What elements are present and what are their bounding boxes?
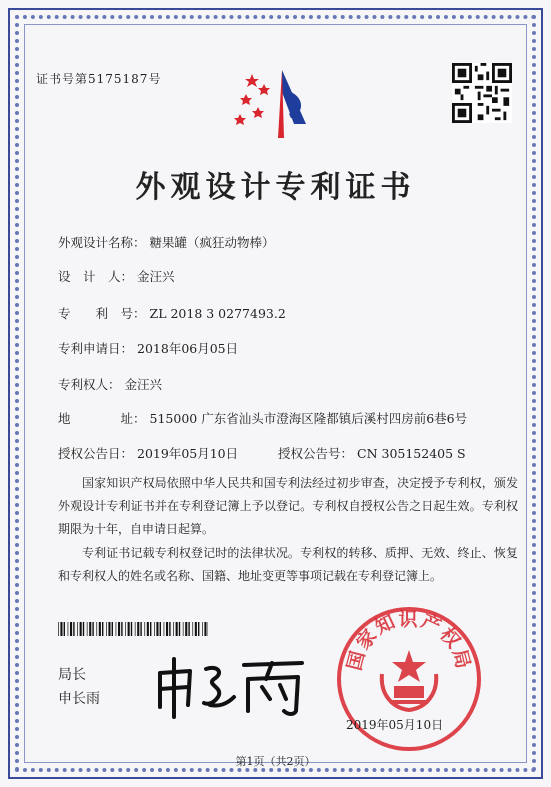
field-value: 金汪兴 <box>137 269 175 284</box>
field-label: 外观设计名称： <box>58 235 146 250</box>
field-value: 2018年06月05日 <box>137 341 239 356</box>
field-label: 专利申请日： <box>58 341 134 356</box>
field-label: 地 址： <box>58 411 146 426</box>
field-value: 糖果罐（疯狂动物棒） <box>149 235 275 250</box>
page-footer: 第1页（共2页） <box>235 755 316 768</box>
field-label: 专利权人： <box>58 377 121 392</box>
field-label: 授权公告号： <box>278 446 354 461</box>
field-design-name <box>58 233 275 251</box>
field-patent-number <box>58 304 286 322</box>
signatory-title: 局长 <box>58 667 86 683</box>
seal-date: 2019年05月10日 <box>346 718 444 732</box>
seal-text: 国家知识产权局 <box>343 608 475 673</box>
field-value: CN 305152405 S <box>357 446 466 461</box>
handwritten-signature <box>148 645 318 720</box>
field-announce-number <box>278 444 466 462</box>
certificate-number: 证书号第5175187号 <box>36 72 162 86</box>
field-application-date <box>58 339 238 357</box>
legal-status-paragraph: 专利证书记载专利权登记时的法律状况。专利权的转移、质押、无效、终止、恢复和专利权人的姓名或名称、国籍、地址变更等事项记载在专利登记簿上。 <box>58 546 518 583</box>
certificate-title: 外观设计专利证书 <box>135 170 416 205</box>
field-value: 2019年05月10日 <box>137 446 239 461</box>
cnipa-logo-icon <box>232 62 322 142</box>
field-announce-date <box>58 444 238 462</box>
field-label: 授权公告日： <box>58 446 134 461</box>
field-value: 金汪兴 <box>124 377 163 392</box>
field-value: ZL 2018 3 0277493.2 <box>149 306 286 321</box>
signatory-name: 申长雨 <box>58 691 100 707</box>
field-address <box>58 409 467 427</box>
field-label: 设 计 人： <box>58 269 134 284</box>
field-patentee <box>58 375 162 393</box>
grant-paragraph: 国家知识产权局依照中华人民共和国专利法经过初步审查，决定授予专利权，颁发外观设计专利证书并在专利登记簿上予以登记。专利权自授权公告之日起生效。专利权期限为十年，自申请日起算。 <box>58 476 518 536</box>
field-designer <box>58 267 175 285</box>
qr-code <box>452 63 512 123</box>
barcode <box>58 622 208 636</box>
field-label: 专 利 号： <box>58 306 146 321</box>
field-value: 515000 广东省汕头市澄海区隆都镇后溪村四房前6巷6号 <box>149 411 468 426</box>
